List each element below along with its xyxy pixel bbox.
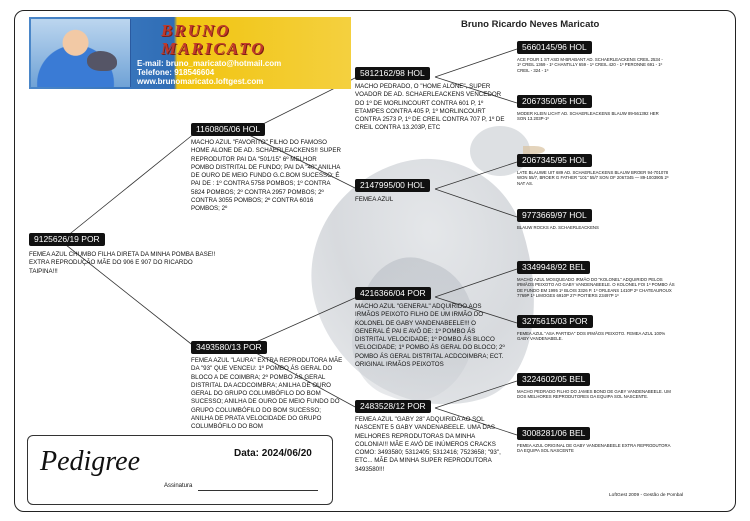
sd-sire-description: LATE BLAUWE UIT 689 AD. SCHAERLEACKENS BLAUW BROER 94-701078 WON 55/7, BROER G FATHER "101" 55/7 SON OF 2067345 — 89-1003905 2º NAT AS. xyxy=(517,170,669,186)
sire-ring-tag: 1160805/06 HOL xyxy=(191,123,265,136)
breeder-website: www.brunomaricato.loftgest.com xyxy=(137,77,264,86)
ss-dam-description: MODER KLEIN LICHT AD. SCHAERLEACKENS BLAUW 89-561392 HER SON 13.203P-1º xyxy=(517,111,659,122)
sd-dam-ring-tag: 9773669/97 HOL xyxy=(517,209,592,222)
ss-sire-ring-tag: 5660145/96 HOL xyxy=(517,41,592,54)
page-title: Bruno Ricardo Neves Maricato xyxy=(461,19,600,30)
ds-dam-ring-tag: 3275615/03 POR xyxy=(517,315,593,328)
dd-dam-description: FEMEA AZUL ORIGINAL DE GABY VANDENABEELE EXTRA REPRODUTORA DA EQUIPA SOL NASCENTE xyxy=(517,443,671,454)
signature-label: Assinatura xyxy=(164,483,193,489)
sd-sire-ring-tag: 2067345/95 HOL xyxy=(517,154,592,167)
dam-description: FEMEA AZUL "LAURA" EXTRA REPRODUTORA MÃE DA "93" QUE VENCEU: 1º POMBO ÁS GERAL DO BLOCO A DE COIMBRA; 2º POMBO ÁS GERAL DISTRITAL DA ACDCOIMBRA; ANILHA DE OURO GERAL DO GRUPO COLUMBÓFILO DO BOM SUCESSO; ANILHA DE OURO DE MEIO FUNDO DO GRUPO COLUMBÓFILO DO BOM SUCESSO; ANILHA DE PRATA VELOCIDADE DO GRUPO COLUMBÓFILO DO BOM xyxy=(191,357,343,431)
software-credit: LoftGest 2009 - Gestão de Pombal xyxy=(609,493,684,498)
breeder-first-name: BRUNO xyxy=(161,21,231,40)
subject-description: FEMEA AZUL CHUMBO FILHA DIRETA DA MINHA POMBA BASE!! EXTRA REPRODUÇÃO MÃE DO 906 E 907 DO RICARDO TAIPINA!!! xyxy=(29,251,216,275)
ds-dam-description: FEMEA AZUL "ASA PARTIDA" DOS IRMÃOS PEIXOTO. FEMEA AZUL 100% GABY VANDENABELE. xyxy=(517,331,666,342)
dd-sire-ring-tag: 3224602/05 BEL xyxy=(517,373,590,386)
ss-sire-description: ACE FOUR 1 ST ASD M-BRABANT AD. SCHAERLEACKENS CREIL 2534 - 1º CREIL 1369 - 1º CHANTILLY 659 - 1º CREIL 420 - 1º PERONNE 691 - 1º CREIL - 324 - 1º xyxy=(517,57,663,73)
breeder-photo xyxy=(31,19,131,87)
breeder-banner xyxy=(29,17,351,89)
sire-dam-ring-tag: 2147995/00 HOL xyxy=(355,179,430,192)
ds-sire-ring-tag: 3349948/92 BEL xyxy=(517,261,590,274)
pedigree-info-box xyxy=(27,435,333,505)
dam-dam-description: FEMEA AZUL "GABY 28" ADQUIRIDA AO SOL NASCENTE 5 GABY VANDENABEELE. UMA DAS MELHORES REPRODUTORAS DA MINHA COLONIA!!! MÃE E AVÓ DE INÚMEROS CRACKS COMO: 3493580; 5312405; 5312416; 7523658; "93", ETC... MÃE DA MINHA SUPER REPRODUTORA 3493580!!! xyxy=(355,416,501,473)
breeder-last-name: MARICATO xyxy=(161,39,266,58)
pedigree-date: Data: 2024/06/20 xyxy=(234,448,312,459)
ds-sire-description: MACHO AZUL MOSQUEADO IRMÃO DO "KOLONEL" ADQUIRIDO PELOS IRMÃOS PEIXOTO AO GABY VANDENABEELE. O KOLONEL FOI 1º POMBO ÁS DE FUNDO EM 1995 1º BLOIS 3326 P. 1º ORLEANS 1410P 2º CHATEAUROUX 7769P 1º LIMOGES 6910P 27º POITIERS 23497P 1º xyxy=(517,277,675,299)
breeder-email: E-mail: bruno_maricato@hotmail.com xyxy=(137,59,282,68)
sire-sire-ring-tag: 5812162/98 HOL xyxy=(355,67,430,80)
pigeon-icon xyxy=(87,51,117,71)
signature-line xyxy=(198,490,318,491)
sd-dam-description: BLAUW ROCKS AD. SCHAERLEACKENS xyxy=(517,225,599,230)
dam-sire-ring-tag: 4216366/04 POR xyxy=(355,287,431,300)
sire-description: MACHO AZUL "FAVORITO" FILHO DO FAMOSO HOME ALONE DE AD. SCHAERLEACKENS!! SUPER REPRODUTOR PAI DA "501/15" 6º MELHOR POMBO DISTRITAL DE FUNDO; PAI DA "40" ANILHA DE OURO DE MEIO FUNDO G.C.BOM SUCESSO; É PAI DE : 1º CONTRA 5758 POMBOS; 1º CONTRA 5824 POMBOS; 2º CONTRA 2957 POMBOS; 2º CONTRA 3055 POMBOS; 2º CONTRA 6016 POMBOS; 2º xyxy=(191,139,341,213)
dd-dam-ring-tag: 3008281/06 BEL xyxy=(517,427,590,440)
subject-ring-tag: 9125626/19 POR xyxy=(29,233,105,246)
sire-sire-description: MACHO PEDRADO, O "HOME ALONE", SUPER VOADOR DE AD. SCHAERLEACKENS VENCEDOR DO 1º DE MORLINCOURT CONTRA 601 P, 1º ETAMPES CONTRA 405 P, 1º MORLINCOURT CONTRA 2573 P, 1º DE CREIL CONTRA 707 P, 1º DE CREIL CONTRA 13.203P, ETC xyxy=(355,83,505,132)
ss-dam-ring-tag: 2067350/95 HOL xyxy=(517,95,592,108)
dam-ring-tag: 3493580/13 POR xyxy=(191,341,267,354)
pedigree-logo: Pedigree xyxy=(40,446,141,477)
sire-dam-description: FEMEA AZUL xyxy=(355,196,394,203)
dd-sire-description: MACHO PEDRADO FILHO DO JAMES BOND DE GABY VANDENABEELE. UM DOS MELHORES REPRODUTORES DA EQUIPA SOL NASCENTE. xyxy=(517,389,671,400)
dam-sire-description: MACHO AZUL "GENERAL" ADQUIRIDO AOS IRMÃOS PEIXOTO FILHO DE UM IRMÃO DO KOLONEL DE GABY VANDENABEELE!!! O GENERAL É PAI E AVÔ DE: 1º POMBO ÁS DISTRITAL VELOCIDADE; 1º POMBO ÁS BLOCO VELOCIDADE; 1º POMBO ÁS GERAL DO BLOCO; 2º POMBO ÁS GERAL DISTRITAL ACDCOIMBRA; ECT. ORIGINAL IRMÃOS PEIXOTOS xyxy=(355,303,505,369)
pedigree-sheet xyxy=(14,10,736,512)
dam-dam-ring-tag: 2483528/12 POR xyxy=(355,400,431,413)
breeder-phone: Telefone: 918546604 xyxy=(137,68,215,77)
